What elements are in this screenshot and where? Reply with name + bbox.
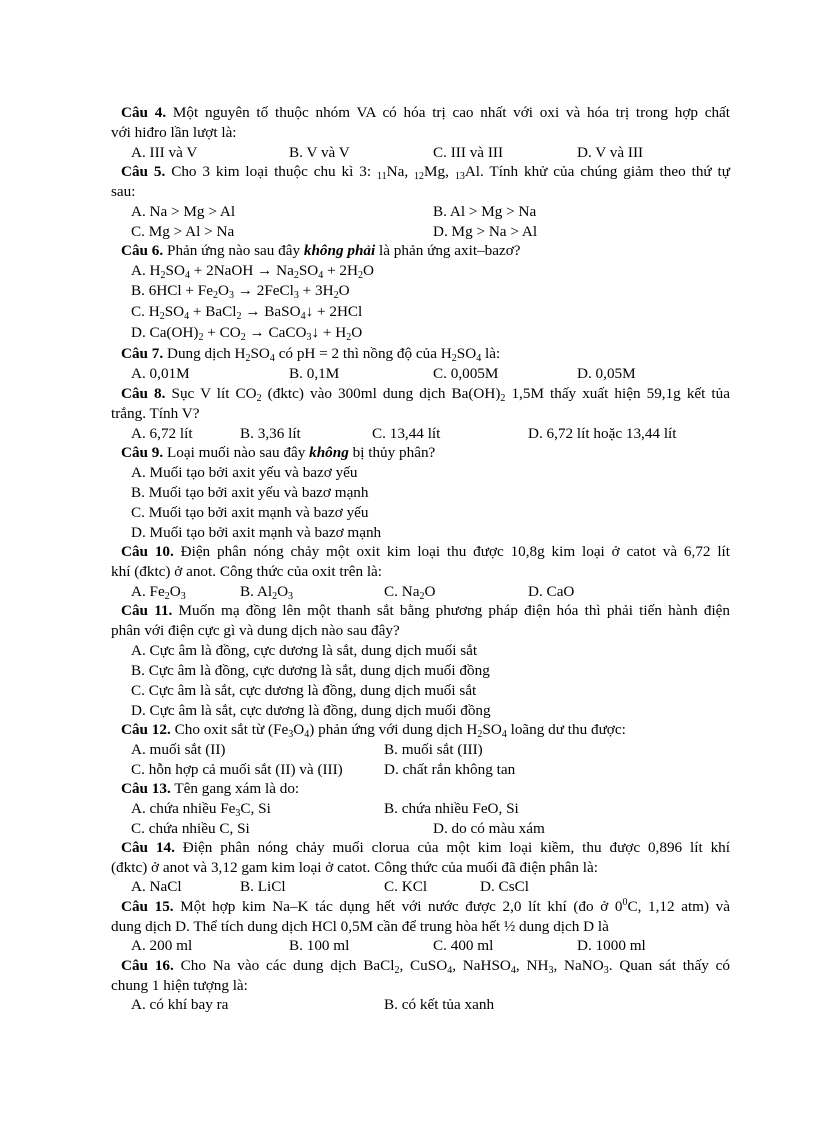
- question-16-line-2: chung 1 hiện tượng là:: [111, 977, 248, 994]
- question-12-line-1: Câu 12. Cho oxit sắt từ $(Fe_3O_4)$ phản ứng với dung dịch $H_2SO_4$ loãng dư thu được:: [121, 721, 626, 740]
- question-9-line-1: Câu 9. Loại muối nào sau đây không bị thủy phân?: [121, 444, 436, 461]
- option-10a: A. $Fe_2O_3$: [131, 583, 186, 602]
- question-13-label: Câu 13.: [121, 780, 171, 797]
- question-15-line-1: Câu 15. Một hợp kim Na–K tác dụng hết với nước được 2,0 lít khí (đo ở $0^0C$, 1,12 atm) và: [121, 897, 731, 915]
- option-5d: D. Mg > Na > Al: [433, 223, 538, 240]
- option-6a: A. $H_2SO_4$ + 2NaOH → $Na_2SO_4 + 2H_2O$: [131, 262, 374, 281]
- option-11a: A. Cực âm là đồng, cực dương là sắt, dung dịch muối sắt: [131, 642, 478, 659]
- option-13d: D. do có màu xám: [433, 820, 545, 837]
- option-7d: D. 0,05M: [577, 365, 636, 382]
- option-14b: B. LiCl: [240, 878, 286, 895]
- option-5b: B. Al > Mg > Na: [433, 203, 537, 220]
- option-14c: C. KCl: [384, 878, 428, 895]
- option-9b: B. Muối tạo bởi axit yếu và bazơ mạnh: [131, 484, 369, 501]
- option-16a: A. có khí bay ra: [131, 996, 229, 1013]
- option-10d: D. CaO: [528, 583, 575, 600]
- option-12a: A. muối sắt (II): [131, 741, 226, 758]
- option-13a: A. chứa nhiều $Fe_3C$, Si: [131, 800, 271, 819]
- question-5-label: Câu 5.: [121, 163, 166, 180]
- question-11-line-1: Câu 11. Muốn mạ đồng lên một thanh sắt bằng phương pháp điện hóa thì phải tiến hành điện: [121, 602, 730, 619]
- option-9a: A. Muối tạo bởi axit yếu và bazơ yếu: [131, 464, 358, 481]
- option-8c: C. 13,44 lít: [372, 425, 441, 442]
- question-10-line-1: Câu 10. Điện phân nóng chảy một oxit kim loại thu được 10,8g kim loại ở catot và 6,72 lít: [121, 543, 730, 560]
- option-10b: B. $Al_2O_3$: [240, 583, 294, 602]
- question-16-label: Câu 16.: [121, 957, 174, 974]
- question-14-label: Câu 14.: [121, 839, 175, 856]
- option-4b: B. V và V: [289, 144, 350, 161]
- question-6-line-1: Câu 6. Phản ứng nào sau đây không phải là phản ứng axit–bazơ?: [121, 242, 521, 259]
- option-12b: B. muối sắt (III): [384, 741, 483, 758]
- question-15-label: Câu 15.: [121, 898, 174, 915]
- option-4c: C. III và III: [433, 144, 503, 161]
- question-12-label: Câu 12.: [121, 721, 171, 738]
- question-11-line-2: phân với điện cực gì và dung dịch nào sau đây?: [111, 622, 400, 639]
- question-15-line-2: dung dịch D. Thể tích dung dịch HCl 0,5M cần để trung hòa hết ½ dung dịch D là: [111, 918, 609, 935]
- question-16-line-1: Câu 16. Cho Na vào các dung dịch BaCl$_2$, CuSO$_4$, NaHSO$_4$, $NH_3$, NaNO$_3$. Quan sát thấy có: [121, 957, 731, 976]
- question-7-line-1: Câu 7. Dung dịch $H_2SO_4$ có pH = 2 thì nồng độ của $H_2SO_4$ là:: [121, 345, 501, 364]
- question-8-line-1: Câu 8. Sục V lít $CO_2$ (đktc) vào 300ml dung dịch $Ba(OH)_2$ 1,5M thấy xuất hiện 59,1g kết tủa: [121, 385, 730, 404]
- option-15c: C. 400 ml: [433, 937, 494, 954]
- option-12d: D. chất rắn không tan: [384, 761, 516, 778]
- question-6-label: Câu 6.: [121, 242, 164, 259]
- option-7a: A. 0,01M: [131, 365, 190, 382]
- option-8a: A. 6,72 lít: [131, 425, 193, 442]
- option-9c: C. Muối tạo bởi axit mạnh và bazơ yếu: [131, 504, 369, 521]
- option-8d: D. 6,72 lít hoặc 13,44 lít: [528, 425, 677, 442]
- option-7b: B. 0,1M: [289, 365, 340, 382]
- question-5-line-2: sau:: [111, 183, 136, 200]
- question-5-line-1: Câu 5. Cho 3 kim loại thuộc chu kì 3: 11Na, 12Mg, 13Al. Tính khử của chúng giảm theo thứ tự: [121, 163, 730, 182]
- question-8-line-2: trắng. Tính V?: [111, 405, 200, 422]
- option-4d: D. V và III: [577, 144, 644, 161]
- option-5a: A. Na > Mg > Al: [131, 203, 236, 220]
- question-4-line-2: với hiđro lần lượt là:: [111, 124, 237, 141]
- option-6c: C. $H_2SO_4$ + BaCl$_2$ → BaSO$_4$↓ + 2HCl: [131, 303, 363, 322]
- option-11d: D. Cực âm là sắt, cực dương là đồng, dung dịch muối đồng: [131, 702, 491, 719]
- question-7-label: Câu 7.: [121, 345, 164, 362]
- question-10-line-2: khí (đktc) ở anot. Công thức của oxit trên là:: [111, 563, 383, 580]
- question-4-label: Câu 4.: [121, 104, 167, 121]
- option-8b: B. 3,36 lít: [240, 425, 301, 442]
- question-10-label: Câu 10.: [121, 543, 174, 560]
- option-11c: C. Cực âm là sắt, cực dương là đồng, dung dịch muối sắt: [131, 682, 477, 699]
- option-13c: C. chứa nhiều C, Si: [131, 820, 250, 837]
- question-9-label: Câu 9.: [121, 444, 164, 461]
- option-14a: A. NaCl: [131, 878, 182, 895]
- question-14-line-1: Câu 14. Điện phân nóng chảy muối clorua của một kim loại kiềm, thu được 0,896 lít khí: [121, 839, 730, 856]
- option-7c: C. 0,005M: [433, 365, 499, 382]
- question-13-line-1: Câu 13. Tên gang xám là do:: [121, 780, 300, 797]
- question-11-label: Câu 11.: [121, 602, 173, 619]
- question-14-line-2: (đktc) ở anot và 3,12 gam kim loại ở catot. Công thức của muối đã điện phân là:: [111, 859, 598, 876]
- option-11b: B. Cực âm là đồng, cực dương là sắt, dung dịch muối đồng: [131, 662, 490, 679]
- option-14d: D. CsCl: [480, 878, 529, 895]
- option-9d: D. Muối tạo bởi axit mạnh và bazơ mạnh: [131, 524, 382, 541]
- option-10c: C. $Na_2O$: [384, 583, 436, 602]
- question-4-line-1: Câu 4. Một nguyên tố thuộc nhóm VA có hóa trị cao nhất với oxi và hóa trị trong hợp chất: [121, 104, 730, 121]
- option-13b: B. chứa nhiều FeO, Si: [384, 800, 519, 817]
- option-4a: A. III và V: [131, 144, 198, 161]
- option-15d: D. 1000 ml: [577, 937, 646, 954]
- question-8-label: Câu 8.: [121, 385, 166, 402]
- option-15a: A. 200 ml: [131, 937, 193, 954]
- option-6d: D. $Ca(OH)_2 + CO_2$ → CaCO$_3$↓ + $H_2O$: [131, 324, 363, 343]
- option-12c: C. hỗn hợp cả muối sắt (II) và (III): [131, 761, 343, 778]
- option-5c: C. Mg > Al > Na: [131, 223, 235, 240]
- option-16b: B. có kết tủa xanh: [384, 996, 495, 1013]
- option-15b: B. 100 ml: [289, 937, 350, 954]
- option-6b: B. $6HCl + Fe_2O_3$ → 2FeCl$_3$ + $3H_2O$: [131, 282, 350, 301]
